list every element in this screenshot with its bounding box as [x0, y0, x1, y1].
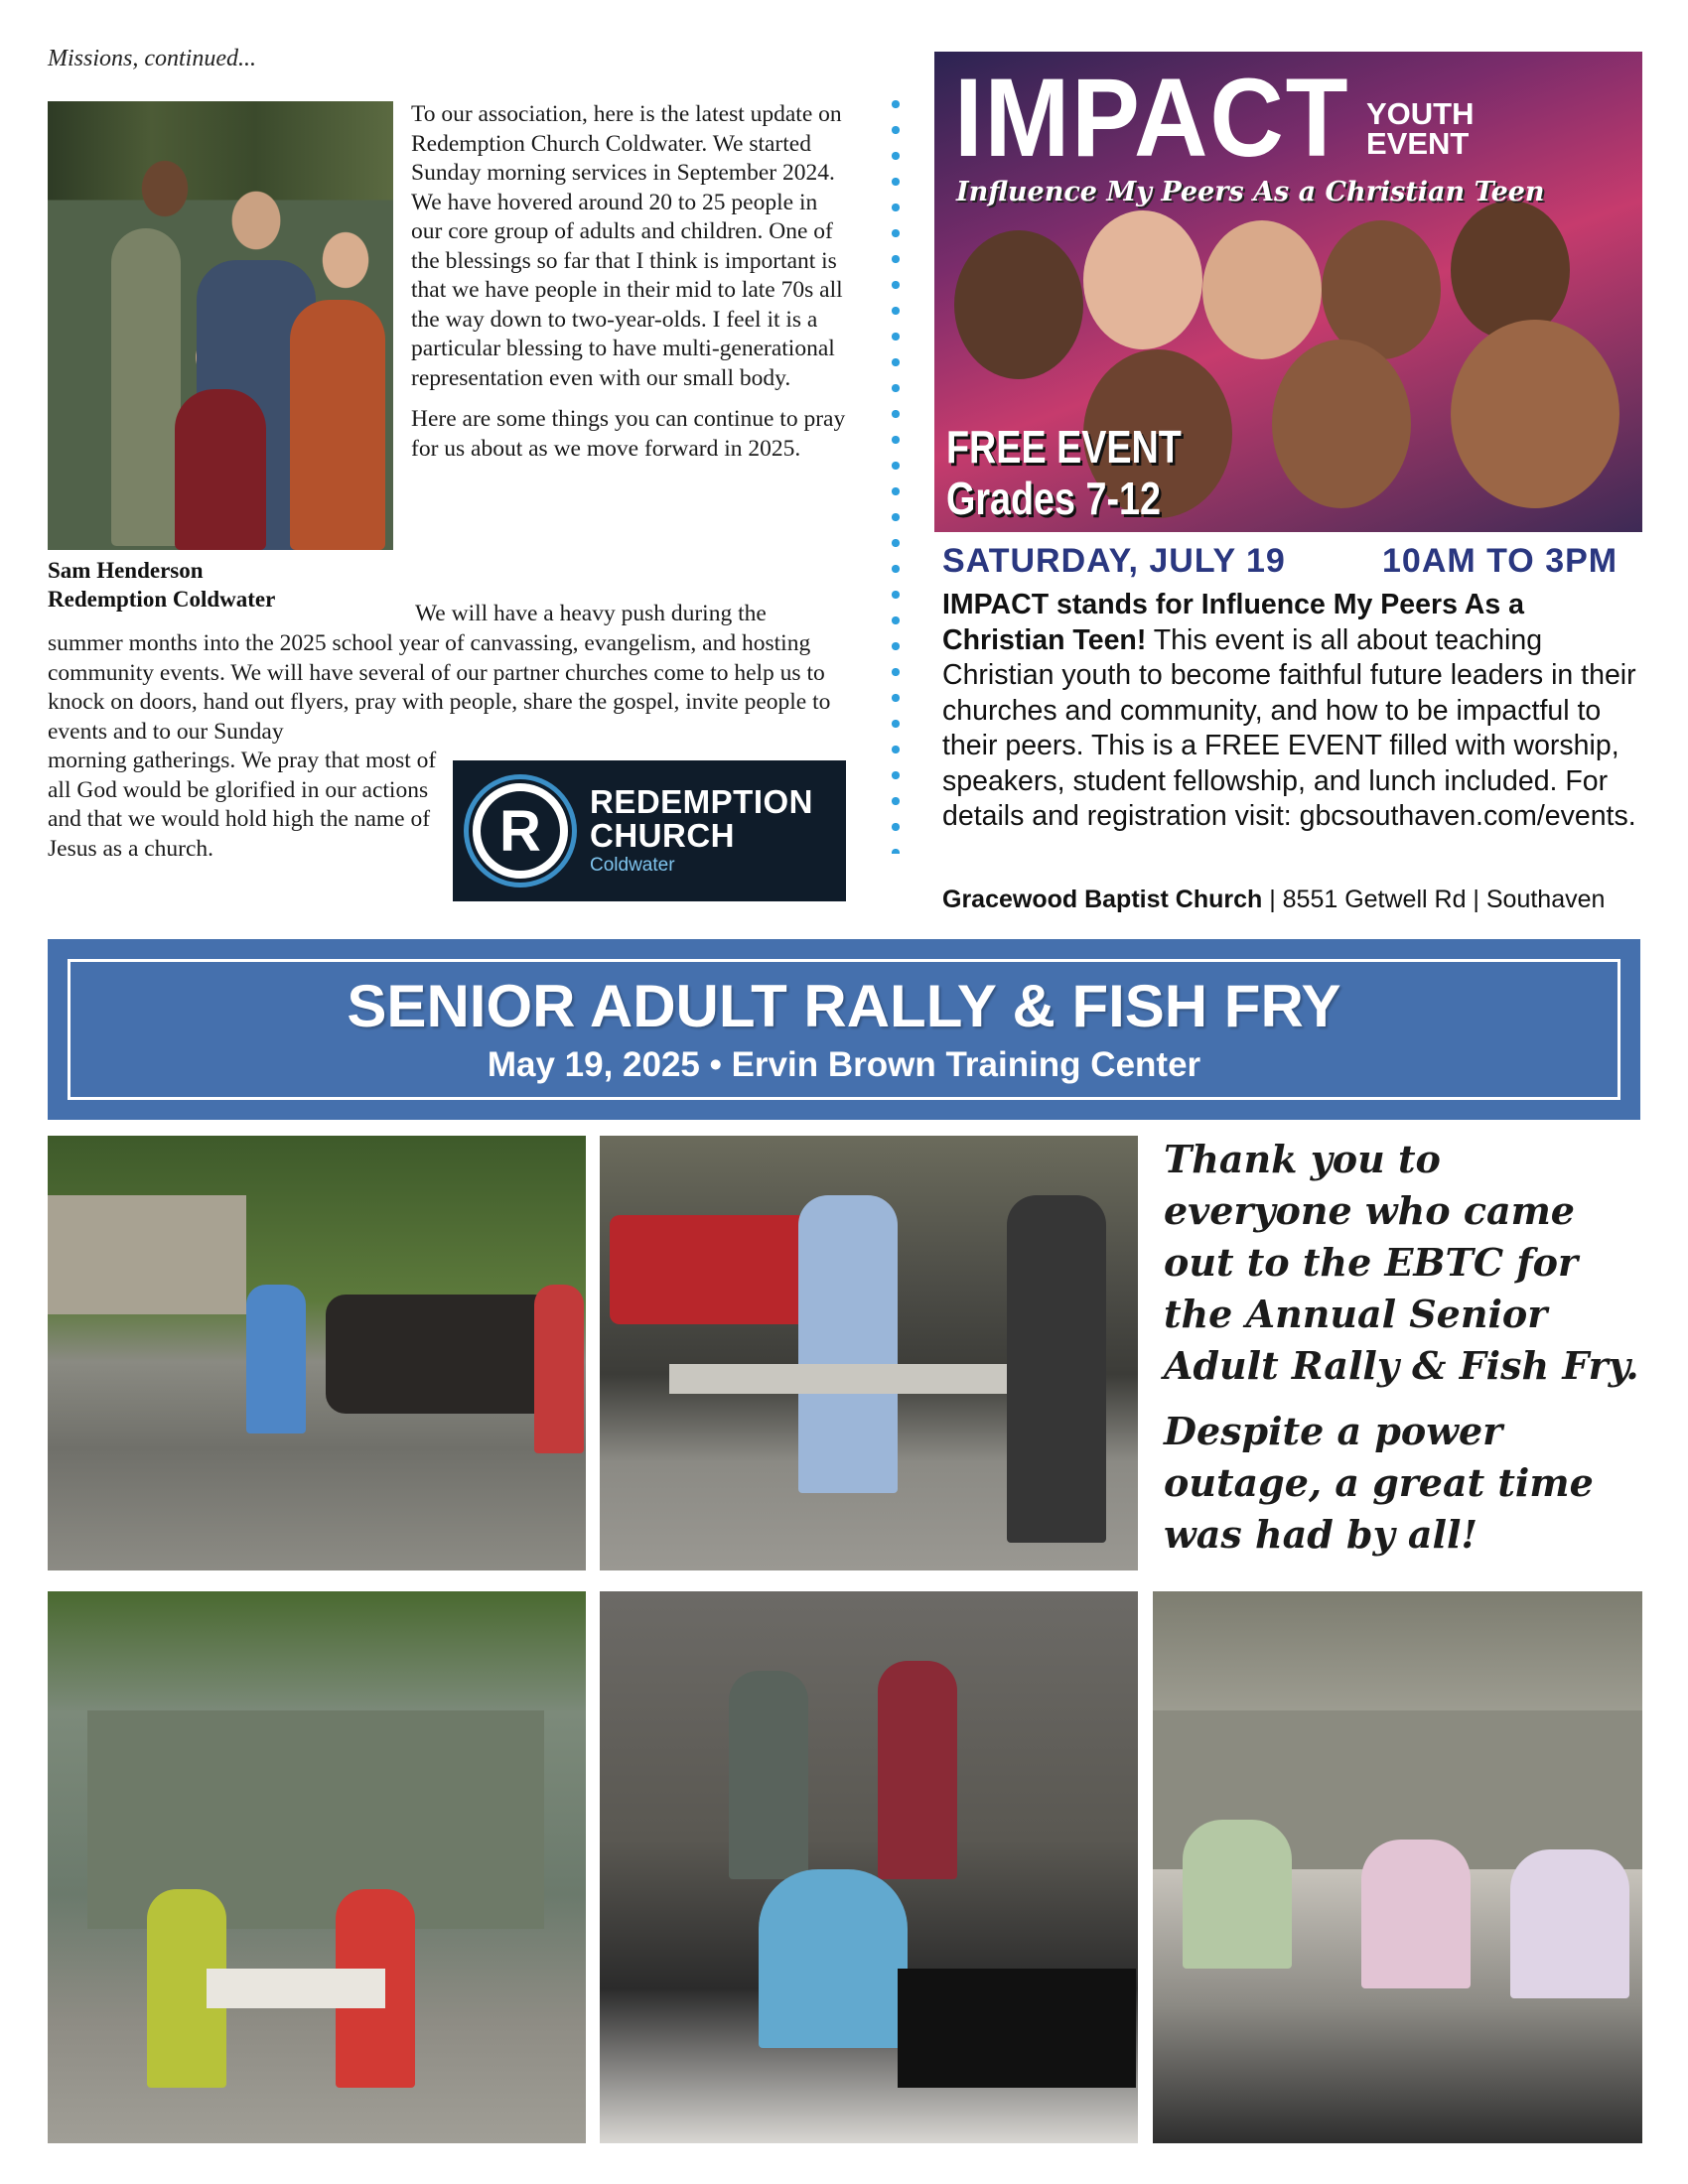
missions-paragraph-rest: summer months into the 2025 school year of canvassing, evangelism, and hosting community events. We will have several of our partner churches come to help us to knock on doors, hand out flyers, pray with people, share the gospel, invite people to events and to our Sunday — [48, 630, 831, 745]
fish-fry-cookers-photo — [48, 1136, 586, 1570]
senior-rally-banner — [48, 939, 1640, 1120]
church-name: Gracewood Baptist Church — [942, 886, 1263, 913]
fish-cleaning-photo — [600, 1136, 1138, 1570]
person-figure — [1361, 1840, 1471, 1988]
person-figure — [111, 228, 181, 546]
person-figure — [246, 1285, 306, 1433]
family-photo — [48, 101, 393, 550]
caption-name: Sam Henderson — [48, 558, 204, 583]
banner-subtitle: May 19, 2025 • Ervin Brown Training Center — [487, 1045, 1201, 1084]
redemption-church-logo — [453, 760, 846, 901]
prep-table — [669, 1364, 1007, 1394]
teen-face — [1272, 340, 1411, 508]
banner-title: SENIOR ADULT RALLY & FISH FRY — [347, 973, 1341, 1039]
serving-table — [207, 1969, 385, 2008]
event-date: SATURDAY, JULY 19 — [942, 542, 1286, 580]
impact-description-bold: IMPACT stands for Influence My Peers As a Christian Teen! — [942, 589, 1524, 656]
teen-face — [1083, 210, 1202, 349]
logo-word: REDEMPTION — [590, 783, 814, 820]
continued-label: Missions, continued... — [48, 46, 256, 71]
event-time: 10AM TO 3PM — [1382, 542, 1618, 580]
shed-shape — [48, 1195, 246, 1314]
teen-face — [1202, 220, 1322, 359]
person-figure — [175, 389, 266, 550]
pavilion-serving-photo — [48, 1591, 586, 2143]
person-figure — [1183, 1820, 1292, 1969]
youth-event-label: YOUTH EVENT — [1366, 96, 1475, 161]
speakers-photo — [600, 1591, 1138, 2143]
photo-caption — [48, 556, 275, 614]
impact-description-rest: This event is all about teaching Christian youth to become faithful future leaders in their churches and community, and how to be impactful to their peers. This is a FREE EVENT filled with worship, speakers, student fellowship, and lunch included. For details and registration visit: gbcsouthaven.com/events. — [942, 623, 1636, 832]
missions-paragraph-end: morning gatherings. We pray that most of all God would be glorified in our actions and that we would hold high the name of Jesus as a church. — [48, 748, 437, 862]
thank-you-paragraph: Despite a power outage, a great time was had by all! — [1164, 1409, 1594, 1557]
missions-body-top — [411, 100, 854, 476]
teen-face — [954, 230, 1083, 379]
teen-face — [1451, 201, 1570, 340]
person-figure — [759, 1869, 908, 2048]
logo-location: Coldwater — [590, 855, 675, 876]
person-figure — [798, 1195, 898, 1493]
free-event-label: FREE EVENT Grades 7-12 — [946, 421, 1182, 524]
impact-title: IMPACT — [954, 56, 1350, 180]
dining-hall-photo — [1153, 1591, 1642, 2143]
missions-paragraph: To our association, here is the latest update on Redemption Church Coldwater. We started Sunday morning services in September 2024. We have hovered around 20 to 25 people in our core group of adults and children. One of the blessings so far that I think is important is that we have people in their mid to late 70s all the way down to two-year-olds. I feel it is a particular blessing to have multi-generational representation even with our small body. — [411, 101, 843, 391]
impact-description — [942, 588, 1652, 835]
teen-face — [1451, 320, 1619, 508]
teen-face — [1322, 220, 1441, 359]
impact-youth-event-ad — [934, 52, 1642, 532]
church-address: | 8551 Getwell Rd | Southaven — [1262, 886, 1606, 913]
person-figure — [878, 1661, 957, 1879]
missions-paragraph: Here are some things you can continue to pray for us about as we move forward in 2025. — [411, 406, 846, 462]
r-logo-icon: R — [473, 783, 568, 879]
person-figure — [534, 1285, 584, 1453]
red-truck — [610, 1215, 808, 1324]
caption-church: Redemption Coldwater — [48, 587, 276, 612]
impact-tagline: Influence My Peers As a Christian Teen — [956, 177, 1545, 207]
checkered-table — [898, 1969, 1136, 2088]
column-divider — [891, 99, 901, 854]
person-figure — [1510, 1849, 1629, 1998]
church-address-line — [942, 886, 1605, 914]
missions-paragraph-start: We will have a heavy push during the — [415, 601, 767, 626]
person-figure — [729, 1671, 808, 1879]
smoker-trailer — [326, 1295, 554, 1414]
thank-you-note — [1164, 1134, 1640, 1574]
person-figure — [1007, 1195, 1106, 1543]
thank-you-paragraph: Thank you to everyone who came out to the EBTC for the Annual Senior Adult Rally & Fish Fry. — [1164, 1137, 1639, 1388]
person-figure — [290, 300, 385, 550]
logo-word: CHURCH — [590, 817, 735, 854]
